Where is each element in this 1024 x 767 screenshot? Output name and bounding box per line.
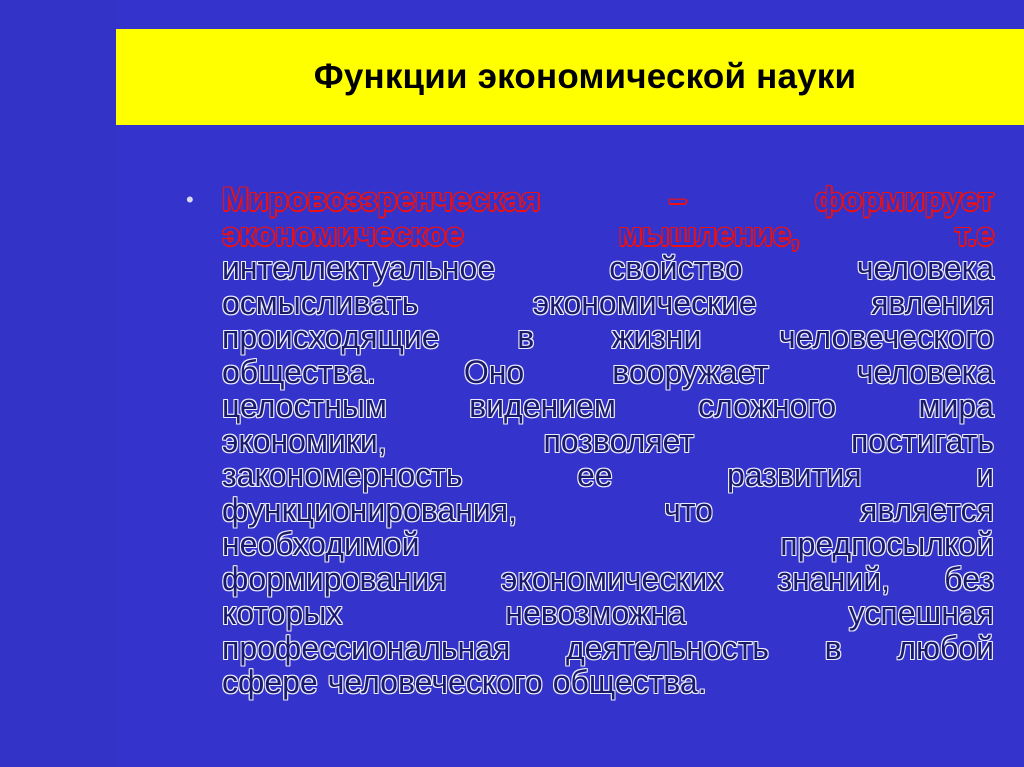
word: человеческого	[779, 319, 994, 355]
text-line	[222, 182, 994, 217]
text-line	[222, 631, 994, 666]
text-line	[222, 527, 994, 562]
word: свойство	[609, 250, 743, 286]
word: человека	[856, 353, 994, 390]
word: без	[944, 560, 994, 597]
slide-title: Функции экономической науки	[313, 57, 857, 96]
word: видением	[469, 388, 616, 424]
word: постигать	[850, 422, 994, 459]
left-panel	[0, 0, 118, 767]
word: закономерность	[222, 457, 463, 493]
word: деятельность	[566, 629, 769, 666]
word: экономические	[532, 284, 757, 321]
word: успешная	[848, 595, 994, 631]
word: Мировоззренческая	[222, 181, 541, 217]
word: в	[517, 319, 535, 355]
word: что	[664, 491, 713, 528]
word: интеллектуальное	[222, 250, 496, 286]
word: предпосылкой	[780, 526, 994, 562]
bullet-text	[222, 182, 994, 700]
bullet-icon: •	[186, 187, 194, 212]
word: и	[976, 457, 994, 493]
bullet-item	[186, 182, 994, 700]
word: экономических	[501, 560, 724, 597]
text-line	[222, 251, 994, 286]
word: является	[860, 491, 994, 528]
word: Оно	[463, 353, 525, 390]
word: человека	[856, 250, 994, 286]
word: профессиональная	[222, 629, 511, 666]
word: сложного	[698, 388, 837, 424]
word: развития	[727, 457, 862, 493]
word: которых	[222, 595, 343, 631]
text-line	[222, 424, 994, 459]
word: формирования	[222, 560, 447, 597]
word: мышление,	[618, 215, 800, 252]
word: экономики,	[222, 422, 387, 459]
word: т.е	[954, 215, 994, 252]
word: в	[824, 629, 842, 666]
text-line	[222, 458, 994, 493]
word: любой	[897, 629, 994, 666]
word: –	[668, 181, 687, 217]
word: функционирования,	[222, 491, 517, 528]
word: формирует	[814, 181, 994, 217]
word: необходимой	[222, 526, 420, 562]
text-line	[222, 665, 994, 700]
text-line	[222, 217, 994, 252]
text-line	[222, 493, 994, 528]
word: сфере	[222, 664, 318, 700]
word: человеческого	[327, 664, 543, 700]
word: общества.	[552, 664, 707, 700]
word: мира	[918, 388, 994, 424]
text-line	[222, 286, 994, 321]
word: общества.	[222, 353, 376, 390]
text-line	[222, 320, 994, 355]
word: явления	[871, 284, 994, 321]
word: осмысливать	[222, 284, 419, 321]
word: происходящие	[222, 319, 440, 355]
word: целостным	[222, 388, 387, 424]
word: невозможна	[505, 595, 686, 631]
word: знаний,	[777, 560, 890, 597]
text-line	[222, 389, 994, 424]
text-line	[222, 562, 994, 597]
text-line	[222, 355, 994, 390]
word: вооружает	[612, 353, 769, 390]
word: ее	[576, 457, 613, 493]
text-line	[222, 596, 994, 631]
word: позволяет	[543, 422, 695, 459]
word: экономическое	[222, 215, 464, 252]
content-area	[186, 182, 994, 700]
title-bar	[116, 29, 1024, 125]
word: жизни	[611, 319, 702, 355]
